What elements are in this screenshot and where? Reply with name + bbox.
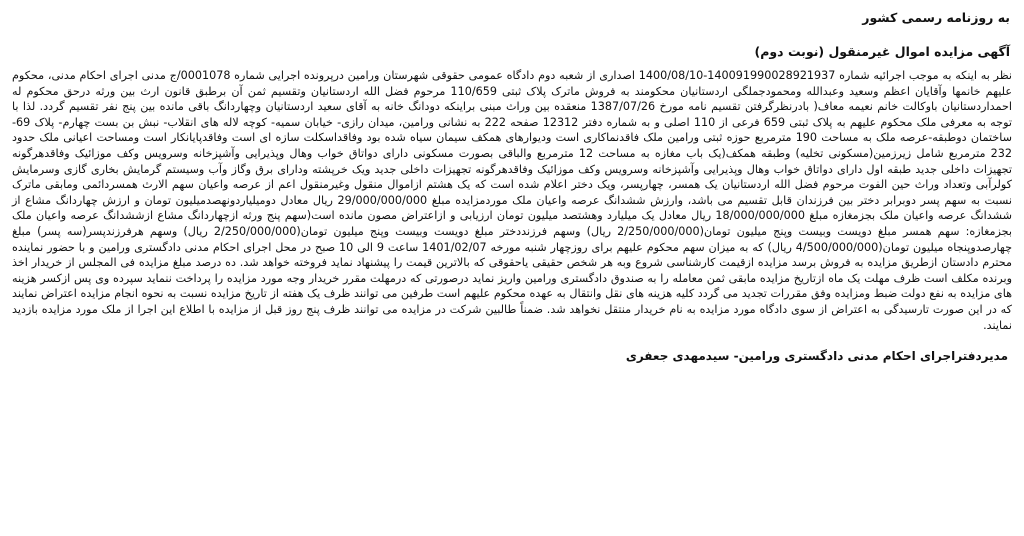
newspaper-header: به روزنامه رسمی کشور [862, 10, 1010, 25]
notice-signature: مدیردفتراجرای احکام مدنی دادگستری ورامین- سیدمهدی جعفری [625, 349, 1008, 364]
notice-title: آگهی مزایده اموال غیرمنقول (نوبت دوم) [754, 44, 1010, 59]
notice-body: نظر به اینکه به موجب اجرائیه شماره 140091990028921937-1400/08/10 اصداری از شعبه دوم دادگاه عمومی حقوقی شهرستان ورامین درپرونده اجرایی شماره 0001078/ج مدنی اجرای احکام مدنی، محکوم علیهم خانمها وآقایان اعظم وسعید وعبدالله ومحمودجملگی اردستانیان محکومند به فروش ماترک پلاک ثبتی 110/659 مرحوم فضل الله اردستانیان وتقسیم ثمن آن برطبق قانون ارث بین ورثه درحق محکوم له احمداردستانیان باوکالت خانم نعیمه معاف( بادرنظرگرفتن تقسیم نامه مورخ 1387/07/26 منعقده بین وراث مبنی براینکه دودانگ خانه به آقای سعید اردستانیان وچهاردانگ باقی مانده بین پنج نفر تقسیم گردد. لذا با توجه به معرفی ملک محکوم علیهم به پلاک ثبتی 659 فرعی از 110 اصلی و به شماره دفتر 12312 صفحه 222 به نشانی ورامین، میدان رازی- خیابان سمیه- کوچه لاله های انقلاب- نبش بن بست چهارم- پلاک 69- ساختمان دوطبقه-عرصه ملک به مساحت 190 مترمربع حوزه ثبتی ورامین ملک فاقدنماکاری است ودیوارهای همکف سیمان سیاه شده بود وفاقداسکلت سازه ای است وفاقدپایانکار است ومساحت اعیانی ملک حدود 232 مترمربع شامل زیرزمین(مسکونی تخلیه) وطبقه همکف(یک باب مغازه به مساحت 12 مترمربع والباقی بصورت مسکونی دارای دواتاق خواب وهال وپذیرایی وآشپزخانه وسرویس وکف موزائیک وفاقدهرگونه تجهیزات داخلی جدید طبقه اول دارای دواتاق خواب وهال وپذیرایی وآشپزخانه وسرویس وکف موزائیک وفاقدهرگونه تجهیزات داخلی جدید ویک خرپشته ودارای برق وگاز وآب وسیستم گرمایش بخاری گازی وسرمایش کولرآبی وتعداد وراث حین الفوت مرحوم فضل الله اردستانیان یک همسر، چهارپسر، ویک دختر اعلام شده است که یک هشتم ازاموال منقول وغیرمنقول اعم از عرصه واعیان سهم الارث همسردائمی ومابقی ماترک نسبت به سهم پسر دوبرابر دختر بین فرزندان قابل تقسیم می باشد، وارزش ششدانگ عرصه واعیان ملک موردمزایده مبلغ 29/000/000/000 ریال معادل دومیلیاردونهصدمیلیون تومان و ارزش چهاردانگ مشاع از ششدانگ عرصه واعیان ملک بجزمغازه مبلغ 18/000/000/000 ریال معادل یک میلیارد وهشتصد میلیون تومان ارزیابی و ازاعتراض مصون مانده است(سهم پنج ورثه ازچهاردانگ مشاع ازششدانگ عرصه واعیان ملک بجزمغازه: سهم همسر مبلغ دویست وبیست وپنج میلیون تومان(2/250/000/000 ریال) وسهم فرزنددختر مبلغ دویست وبیست وپنج میلیون تومان(2/250/000/000 ریال) وسهم هرفرزندپسر(سه پسر) مبلغ چهارصدوپنجاه میلیون تومان(4/500/000/000 ریال) که به میزان سهم محکوم علیهم برای روزچهار شنبه مورخه 1401/02/07 ساعت 9 الی 10 صبح در محل اجرای احکام مدنی دادگستری ورامین و با حضور نماینده محترم دادستان ازطریق مزایده به فروش برسد مزایده ازقیمت کارشناسی شروع وبه هر شخص حقیقی یاحقوقی که بالاترین قیمت را پیشنهاد نماید فروخته خواهد شد. ده درصد مبلغ مزایده فی المجلس از خریدار اخذ وبرنده مکلف است ظرف مهلت یک ماه ازتاریخ مزایده مابقی ثمن معامله را به صندوق دادگستری ورامین واریز نماید درصورتی که درمهلت مقرر خریدار وجه مورد مزایده را پرداخت ننماید سپرده وی پس ازکسر هزینه های مزایده به نفع دولت ضبط ومزایده وفق مقررات تجدید می گردد کلیه هزینه های نقل وانتقال به عهده محکوم علیهم است طرفین می توانند ظرف یک هفته از تاریخ مزایده نسبت به نحوه انجام مزایده اعتراض نمایند که در این صورت تارسیدگی به اعتراض از سوی دادگاه مورد مزایده به نام خریدار منتقل نخواهد شد. ضمناً طالبین شرکت در مزایده می توانند ظرف پنج روز قبل از مزایده با اطلاع این اجرا از ملک مورد مزایده بازدید نمایند. [12, 69, 1013, 332]
